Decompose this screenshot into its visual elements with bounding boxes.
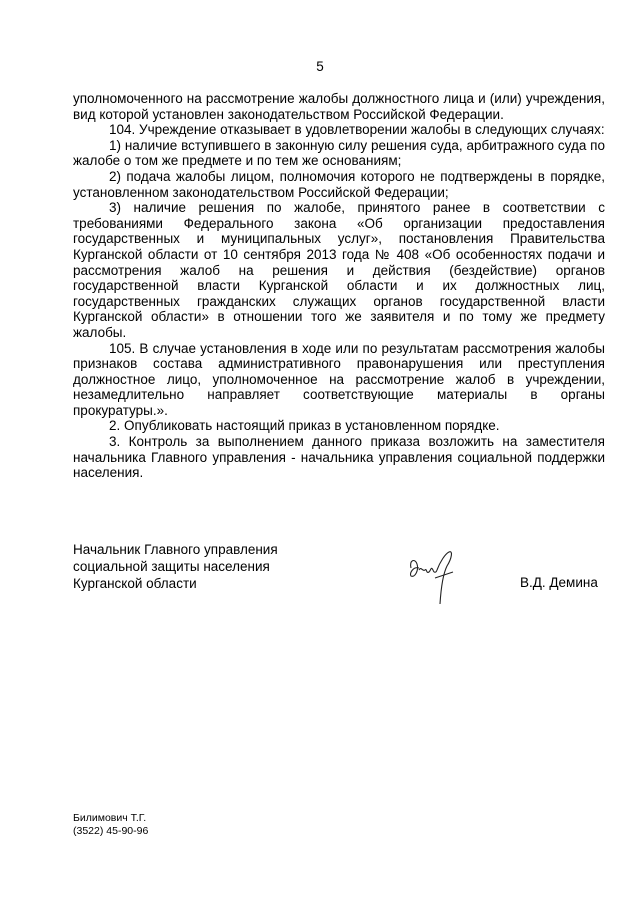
paragraph-104-item-1: 1) наличие вступившего в законную силу решения суда, арбитражного суда по жалобе о том же предмете и по тем же основаниям; xyxy=(73,137,605,169)
handwritten-signature xyxy=(407,548,459,608)
executor-name: Билимович Т.Г. xyxy=(73,812,147,824)
signatory-title xyxy=(73,541,278,592)
order-item-3: 3. Контроль за выполнением данного приказа возложить на заместителя начальника Главного управления - начальника управления социальной поддержки населения. xyxy=(73,434,605,481)
document-body xyxy=(73,91,605,481)
paragraph-104-item-3: 3) наличие решения по жалобе, принятого ранее в соответствии с требованиями Федерального закона «Об организации предоставления государственных и муниципальных услуг», постановления Правительства Курганской области от 10 сентября 2013 года № 408 «Об особенностях подачи и рассмотрения жалоб на решения и действия (бездействие) органов государственной власти Курганской области и их должностных лиц, государственных гражданских служащих органов государственной власти Курганской области» в отношении того же заявителя и по тому же предмету жалобы. xyxy=(73,200,605,340)
signatory-title-line: Начальник Главного управления xyxy=(73,542,278,557)
signatory-name: В.Д. Демина xyxy=(520,575,598,590)
order-item-2: 2. Опубликовать настоящий приказ в установленном порядке. xyxy=(109,418,500,434)
executor-phone: (3522) 45-90-96 xyxy=(73,825,149,837)
paragraph-104: 104. Учреждение отказывает в удовлетворении жалобы в следующих случаях: xyxy=(109,122,605,138)
signatory-title-line: социальной защиты населения xyxy=(73,559,270,574)
executor-info xyxy=(73,812,148,838)
paragraph-continuation: уполномоченного на рассмотрение жалобы должностного лица и (или) учреждения, вид которой установлен законодательством Российской Федерации. xyxy=(73,91,605,122)
page-number: 5 xyxy=(316,59,324,74)
paragraph-105: 105. В случае установления в ходе или по результатам рассмотрения жалобы признаков состава административного правонарушения или преступления должностное лицо, уполномоченное на рассмотрение жалоб в учреждении, незамедлительно направляет соответствующие материалы в органы прокуратуры.». xyxy=(73,340,605,418)
signatory-title-line: Курганской области xyxy=(73,576,197,591)
paragraph-104-item-2: 2) подача жалобы лицом, полномочия которого не подтверждены в порядке, установленном законодательством Российской Федерации; xyxy=(73,168,605,200)
